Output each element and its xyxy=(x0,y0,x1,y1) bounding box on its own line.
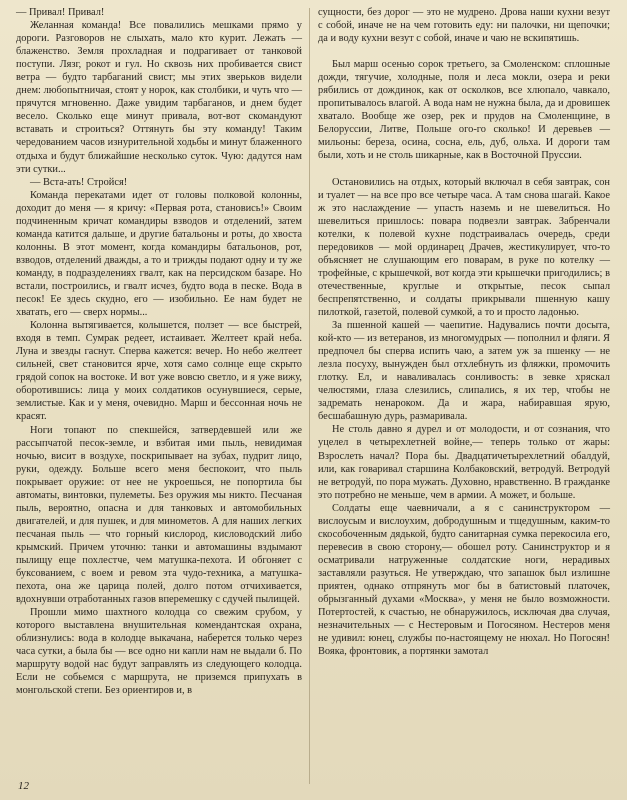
paragraph: Солдаты еще чаевничали, а я с санинструктором — вислоусым и вислоухим, добродушным и тщедушным, каким-то скособоченным дядькой, будто санитарная сумка перекосила его, перевесив в свою сторону,— обошел роту. Санинструктор и я осматривали натруженные солдатские ноги, нерадивых заставляли разуться. Не утверждаю, что запашок был излишне приятен, однако отпрянуть мог бы в батистовый платочек, обрызганный духами «Москва», у меня не было возможности. Потертостей, к счастью, не обнаружилось, исключая два случая, незначительных — с Нестеровым и Погосяном. Нестеров меня не удивил: юнец, службы по-настоящему не нюхал. Но Погосян! Вояка, фронтовик, а портянки замотал xyxy=(318,502,610,658)
page-number: 12 xyxy=(18,780,29,792)
paragraph: Колонна вытягивается, колышется, ползет — все быстрей, входя в темп. Сумрак редеет, истаивает. Желтеет край неба. Луна и звезды гаснут. Сперва кажется: вечер. Но небо желтеет сильней, свет становится ярче, хотя само солнце еще скрыто грядой сопок на востоке. И вот уже вовсю светло, и я уже вижу, оборотившись: лица у моих солдатиков осунувшиеся, серые, землистые. Как и у меня, очевидно. Марш и бессонная ночь не красят. xyxy=(16,320,302,423)
paragraph: Команда перекатами идет от головы полковой колонны, доходит до меня — я кричу: «Первая рота, становись!» Своим подчиненным кричат командиры взводов и отделений, затем команда катится дальше, и другие батальоны и роты, до хвоста колонны. В этот момент, когда командиры батальонов, рот, взводов, отделений дважды, а то и трижды подают одну и ту же команду, в подразделениях гвалт, как на персидском базаре. Но встали, построились, и гвалт исчез, будто вода в песке. Вода в песок! Ее здесь скудно, его — изобильно. Ее нам будет не хватать, его — сверх нормы... xyxy=(16,189,302,319)
paragraph: сущности, без дорог — это не мудрено. Дрова наши кухни везут с собой, иначе не на чем готовить еду: ни палочки, ни щепочки; да и воду кухни везут с собой, иначе и чаю не вскипятишь. xyxy=(318,7,610,45)
column-divider xyxy=(309,8,310,784)
paragraph: Остановились на отдых, который включал в себя завтрак, сон и туалет — на все про все четыре часа. А там снова шагай. Какое ж это наслаждение — упасть наземь и не шевелиться. Но шевелиться пришлось: повара подвезли завтрак. Забренчали котелки, к полевой кухне подстраивалась очередь, среди передовиков — мой ординарец Драчев, жестикулирует, что-то объясняет не слушающим его поварам, в руке по котелку — трофейные, с крышечкой, вот когда эти крышечки пригодились; в отечественные, круглые и открытые, песок сыпал беспрепятственно, и солдаты прикрывали пшенную кашу пилоткой, газетой, полевой сумкой, а то и просто ладонью. xyxy=(318,176,610,318)
paragraph: Ноги топают по спекшейся, затвердевшей или же рассыпчатой песок-земле, и взбитая ими пыль, невидимая ночью, висит в воздухе, поскрипывает на зубах, пудрит лицо, руки, одежду. Больше всего меня беспокоит, что пыль покрывает оружие: от нее не укроешься, не попортила бы автоматы, винтовки, пулеметы. Без оружия мы никто. Песчаная пыль, вероятно, опасна и для танковых и автомобильных двигателей, и для пушек, и для минометов. А для наших легких песчаная пыль — что горный кислород, кисловодский либо крымский. Причем уточню: танки и автомашины вздымают пылищу еще похлестче, чем матушка-пехота. И обгоняет с буксованием, с воем и ревом эта чудо-техника, а матушка-пехота, она же царица полей, долго потом отчихивается, вдохнувши отработанных газов вперемешку с сдучей пылищей. xyxy=(16,424,302,606)
paragraph: Прошли мимо шахтного колодца со свежим срубом, у которого выставлена внушительная комендантская охрана, облизнулись: вода в колодце выкачана, наберется только через часа сутки, а была бы — все одно ни капли нам не выдали б. По маршруту водой нас будут заправлять из следующего колодца. Если не собьемся с маршрута, не приземся припухать в монгольской степи. Без ориентиров и, в xyxy=(16,607,302,697)
paragraph: Был марш осенью сорок третьего, за Смоленском: сплошные дожди, тягучие, холодные, поля и леса мокли, озера и реки рябились от дождинок, как от осколков, все хлюпало, чавкало, пропитывалось влагой. А вода нам не нужна была, да и дровишек хватало. Вообще же озер, рек и прудов на Смоленщине, в Белоруссии, Литве, Польше ого-го сколько! И деревьев — мильоны: береза, осина, сосна, ель, дуб, ольха. И дороги там были, хоть и не столь шикарные, как в Восточной Пруссии. xyxy=(318,59,610,162)
paragraph: За пшенной кашей — чаепитие. Надувались почти досыта, кой-кто — из ветеранов, из многомудрых — пополнил и фляги. Я предпочел бы сперва испить чаю, а затем уж за пшенку — не лезла посуху, вынужден был отхлебнуть из фляжки, промочить глотку. Ел, и наваливалась сонливость: в зевке хряскал челюстями, глаза слезились, слипались, я их тер, чтобы не задремать ненароком. Да и жара, набиравшая ярую, бесшабашную дурь, размаривала. xyxy=(318,320,610,423)
paragraph: — Вста-ать! Стройся! xyxy=(30,176,128,188)
right-column xyxy=(318,6,610,658)
paragraph: — Привал! Привал! xyxy=(16,7,105,18)
paragraph: Желанная команда! Все повалились мешками прямо у дороги. Разговоров не слыхать, мало кто курит. Лежать — блаженство. Земля прохладная и подрагивает от танковой поступи. Лязг, рокот и гул. Но сквозь них пробивается свист ветра — будто тарбаганий свист; мы этих зверьков видели днем: любопытничая, стоят у норок, как столбики, и чуть что — прячутся мгновенно. Даже увидим тарбаганов, и днем будет весело. Сколько еще минут привала, вот-вот скомандуют вставать и строиться? Оттянуть бы эту команду! Таким чередованием часов изнурительной ходьбы и минут блаженного отдыха и будут ближайшие несколько суток. Чую: дадутся нам эти сутки... xyxy=(16,20,302,175)
left-column xyxy=(16,6,302,697)
paragraph: Не столь давно я дурел и от молодости, и от сознания, что уцелел в четырехлетней войне,— теперь только от жары: Взрослеть начал? Пора бы. Двадцатичетырехлетний обалдуй, или, как говаривал старшина Колбаковский, ветродуй. Ветродуй не ветродуй, по пора мужать. Духовно, нравственно. В гражданке это потребно не меньше, чем в армии. А может, и больше. xyxy=(318,424,610,501)
